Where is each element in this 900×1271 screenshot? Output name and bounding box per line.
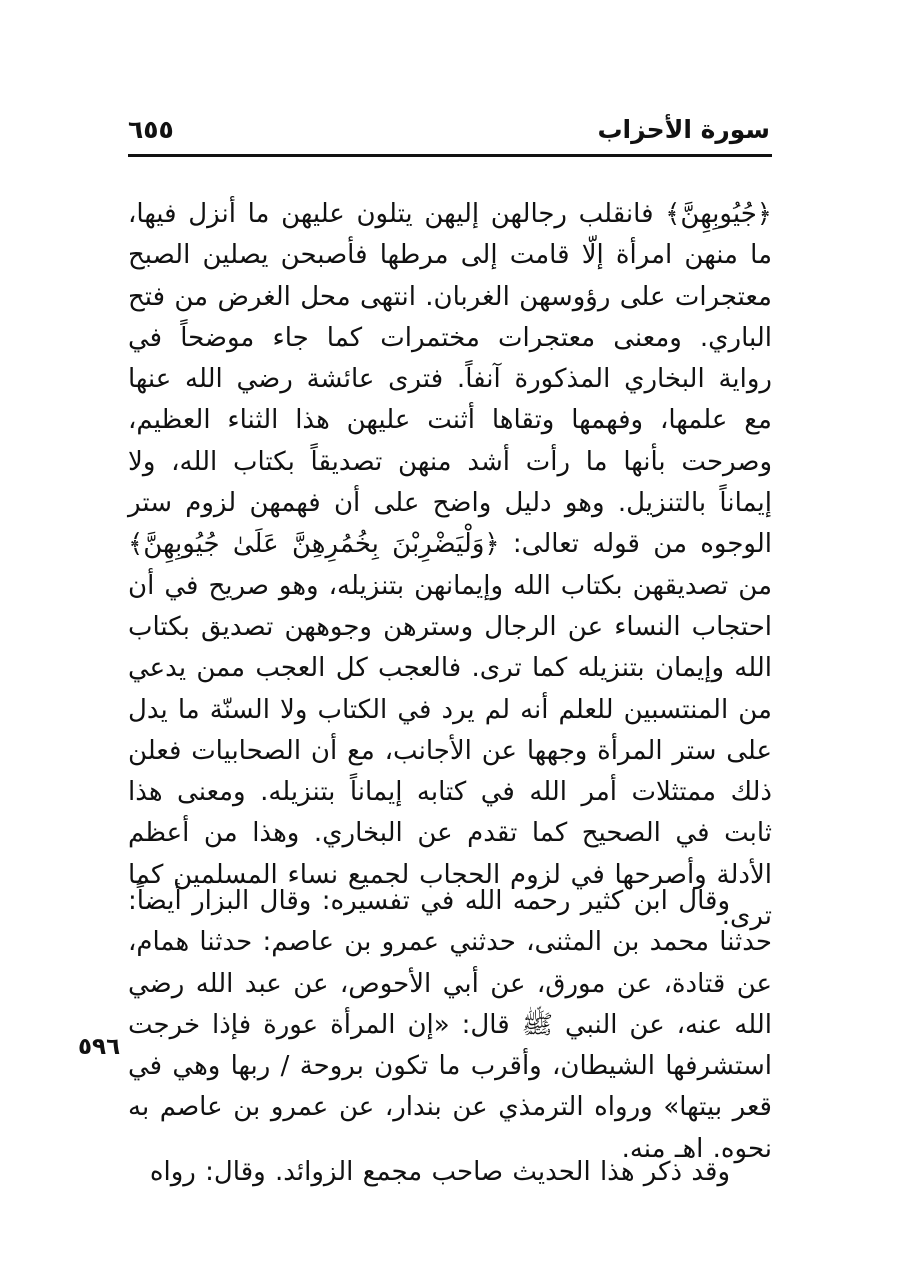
header-rule: [128, 154, 772, 157]
ibn-kathir-paragraph: وقال ابن كثير رحمه الله في تفسيره: وقال البزار أيضاً: حدثنا محمد بن المثنى، حدثني عمرو بن عاصم: حدثنا همام، عن قتادة، عن مورق، عن أبي الأحوص، عن عبد الله رضي الله عنه، عن النبي ﷺ قال: «إن المرأة عورة فإذا خرجت استشرفها الشيطان، وأقرب ما تكون بروحة / ربها وهي في قعر بيتها» ورواه الترمذي عن بندار، عن عمرو بن عاصم به نحوه. اهـ منه.: [128, 886, 772, 1164]
main-paragraph: ﴿جُيُوبِهِنَّ﴾ فانقلب رجالهن إليهن يتلون عليهن ما أنزل فيها، ما منهن امرأة إلّا قامت إلى مرطها فأصبحن يصلين الصبح معتجرات على رؤوسهن الغربان. انتهى محل الغرض من فتح الباري. ومعنى معتجرات مختمرات كما جاء موضحاً في رواية البخاري المذكورة آنفاً. فترى عائشة رضي الله عنها مع علمها، وفهمها وتقاها أثنت عليهن هذا الثناء العظيم، وصرحت بأنها ما رأت أشد منهن تصديقاً بكتاب الله، ولا إيماناً بالتنزيل. وهو دليل واضح على أن فهمهن لزوم ستر الوجوه من قوله تعالى: ﴿وَلْيَضْرِبْنَ بِخُمُرِهِنَّ عَلَىٰ جُيُوبِهِنَّ﴾ من تصديقهن بكتاب الله وإيمانهن بتنزيله، وهو صريح في أن احتجاب النساء عن الرجال وسترهن وجوههن تصديق بكتاب الله وإيمان بتنزيله كما ترى. فالعجب كل العجب ممن يدعي من المنتسبين للعلم أنه لم يرد في الكتاب ولا السنّة ما يدل على ستر المرأة وجهها عن الأجانب، مع أن الصحابيات فعلن ذلك ممتثلات أمر الله في كتابه إيماناً بتنزيله. ومعنى هذا ثابت في الصحيح كما تقدم عن البخاري. وهذا من أعظم الأدلة وأصرحها في لزوم الحجاب لجميع نساء المسلمين كما ترى.: [128, 199, 772, 932]
margin-page-reference: ٥٩٦: [78, 1034, 121, 1060]
page-number: ٦٥٥: [128, 115, 174, 144]
zawaid-paragraph: وقد ذكر هذا الحديث صاحب مجمع الزوائد. وقال: رواه: [149, 1157, 730, 1187]
running-head: [128, 108, 770, 152]
surah-title: سورة الأحزاب: [597, 115, 770, 144]
